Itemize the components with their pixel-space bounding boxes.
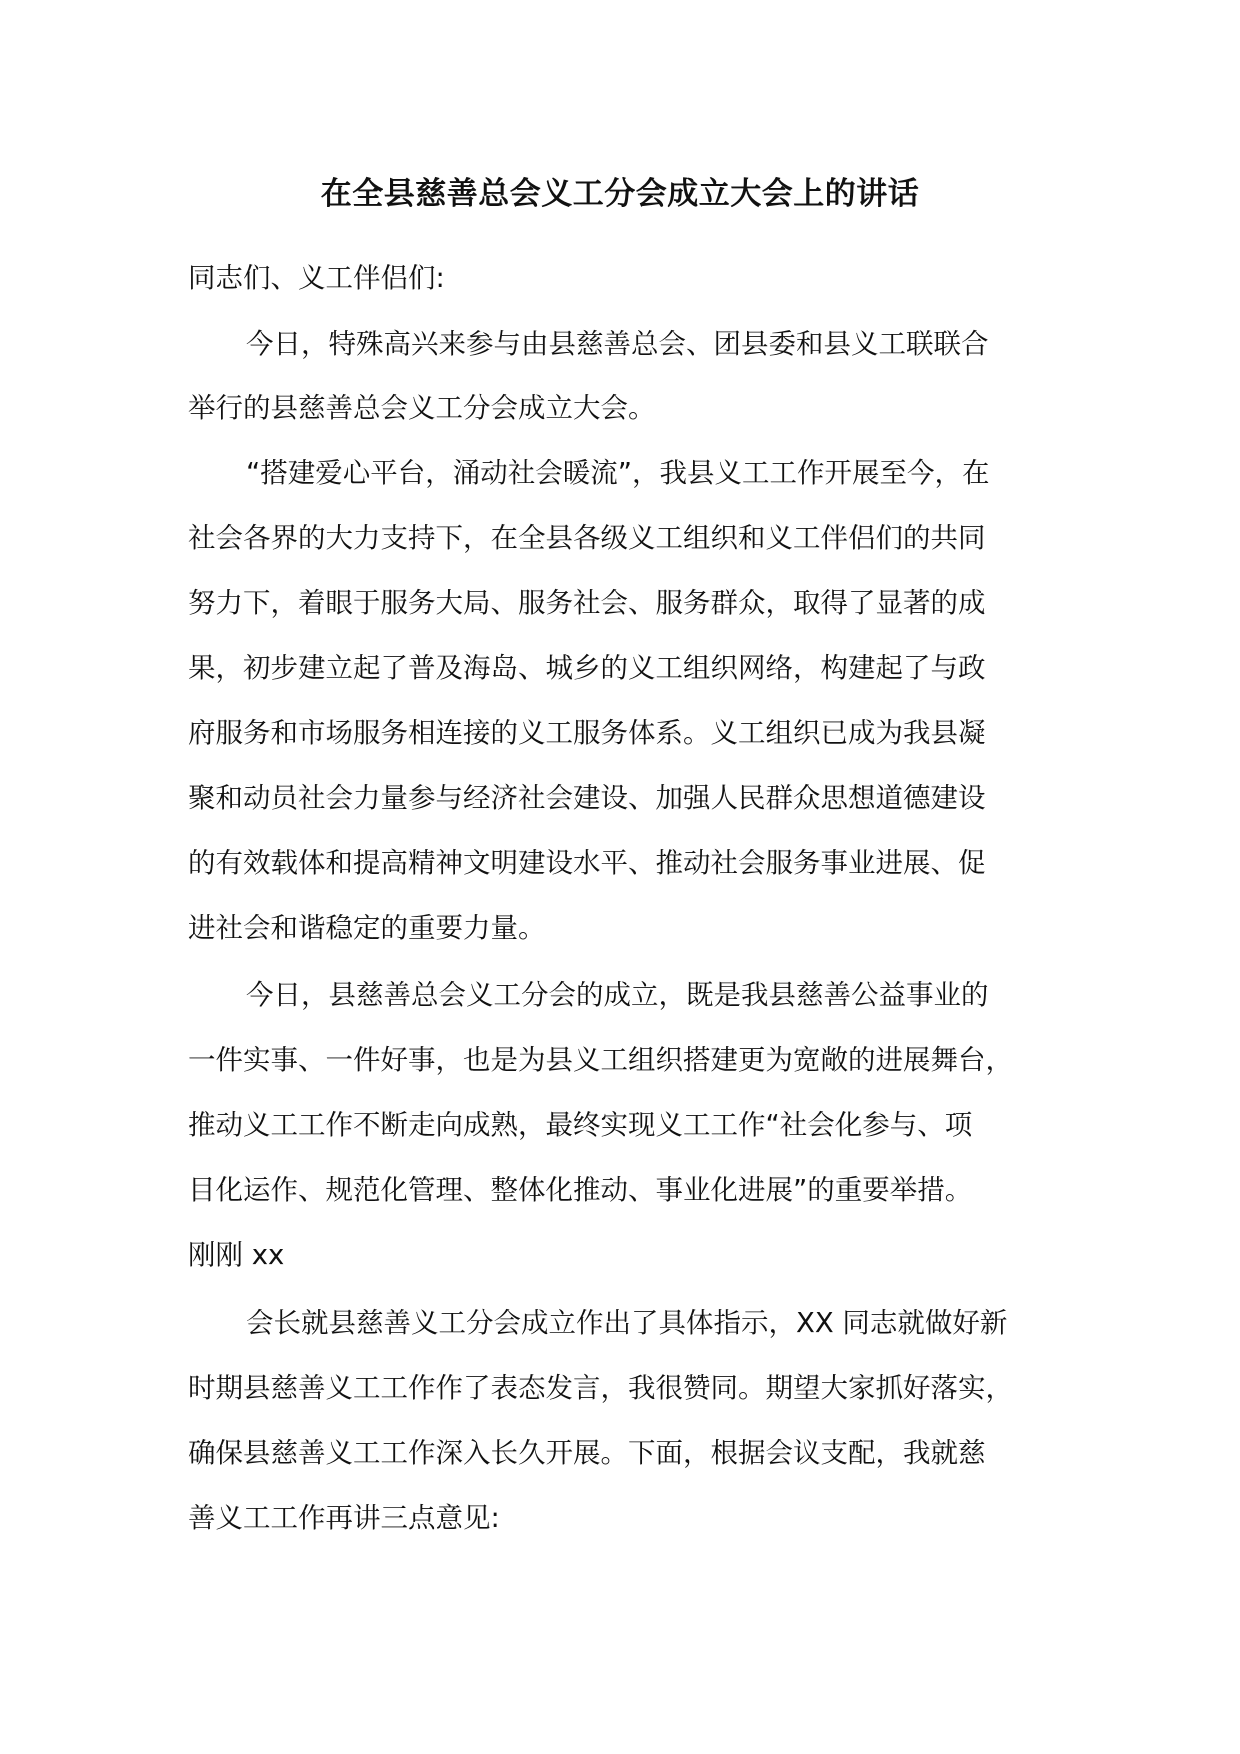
body-line: 时期县慈善义工工作作了表态发言，我很赞同。期望大家抓好落实， — [188, 1372, 1013, 1404]
body-line: 果，初步建立起了普及海岛、城乡的义工组织网络，构建起了与政 — [188, 652, 986, 684]
body-line: 推动义工工作不断走向成熟，最终实现义工工作“社会化参与、项 — [188, 1109, 973, 1141]
body-line: 会长就县慈善义工分会成立作出了具体指示，XX 同志就做好新 — [246, 1307, 1008, 1339]
body-line: 努力下，着眼于服务大局、服务社会、服务群众，取得了显著的成 — [188, 587, 986, 619]
body-line: 社会各界的大力支持下，在全县各级义工组织和义工伴侣们的共同 — [188, 522, 986, 554]
body-line: 善义工工作再讲三点意见: — [188, 1502, 500, 1534]
document-title: 在全县慈善总会义工分会成立大会上的讲话 — [320, 176, 920, 212]
body-line: 今日，县慈善总会义工分会的成立，既是我县慈善公益事业的 — [246, 979, 989, 1011]
body-line: 聚和动员社会力量参与经济社会建设、加强人民群众思想道德建设 — [188, 782, 986, 814]
body-line: 的有效载体和提高精神文明建设水平、推动社会服务事业进展、促 — [188, 847, 986, 879]
body-line: 府服务和市场服务相连接的义工服务体系。义工组织已成为我县凝 — [188, 717, 986, 749]
body-line: 今日，特殊高兴来参与由县慈善总会、团县委和县义工联联合 — [246, 328, 989, 360]
body-line: 进社会和谐稳定的重要力量。 — [188, 912, 546, 944]
body-line: 一件实事、一件好事，也是为县义工组织搭建更为宽敞的进展舞台， — [188, 1044, 1013, 1076]
body-line: “搭建爱心平台，涌动社会暖流”，我县义工工作开展至今，在 — [246, 457, 990, 489]
body-line: 同志们、义工伴侣们: — [188, 262, 445, 294]
body-line: 确保县慈善义工工作深入长久开展。下面，根据会议支配，我就慈 — [188, 1437, 986, 1469]
body-line: 目化运作、规范化管理、整体化推动、事业化进展”的重要举措。 — [188, 1174, 973, 1206]
body-line: 举行的县慈善总会义工分会成立大会。 — [188, 392, 656, 424]
body-line: 刚刚 xx — [188, 1239, 285, 1271]
